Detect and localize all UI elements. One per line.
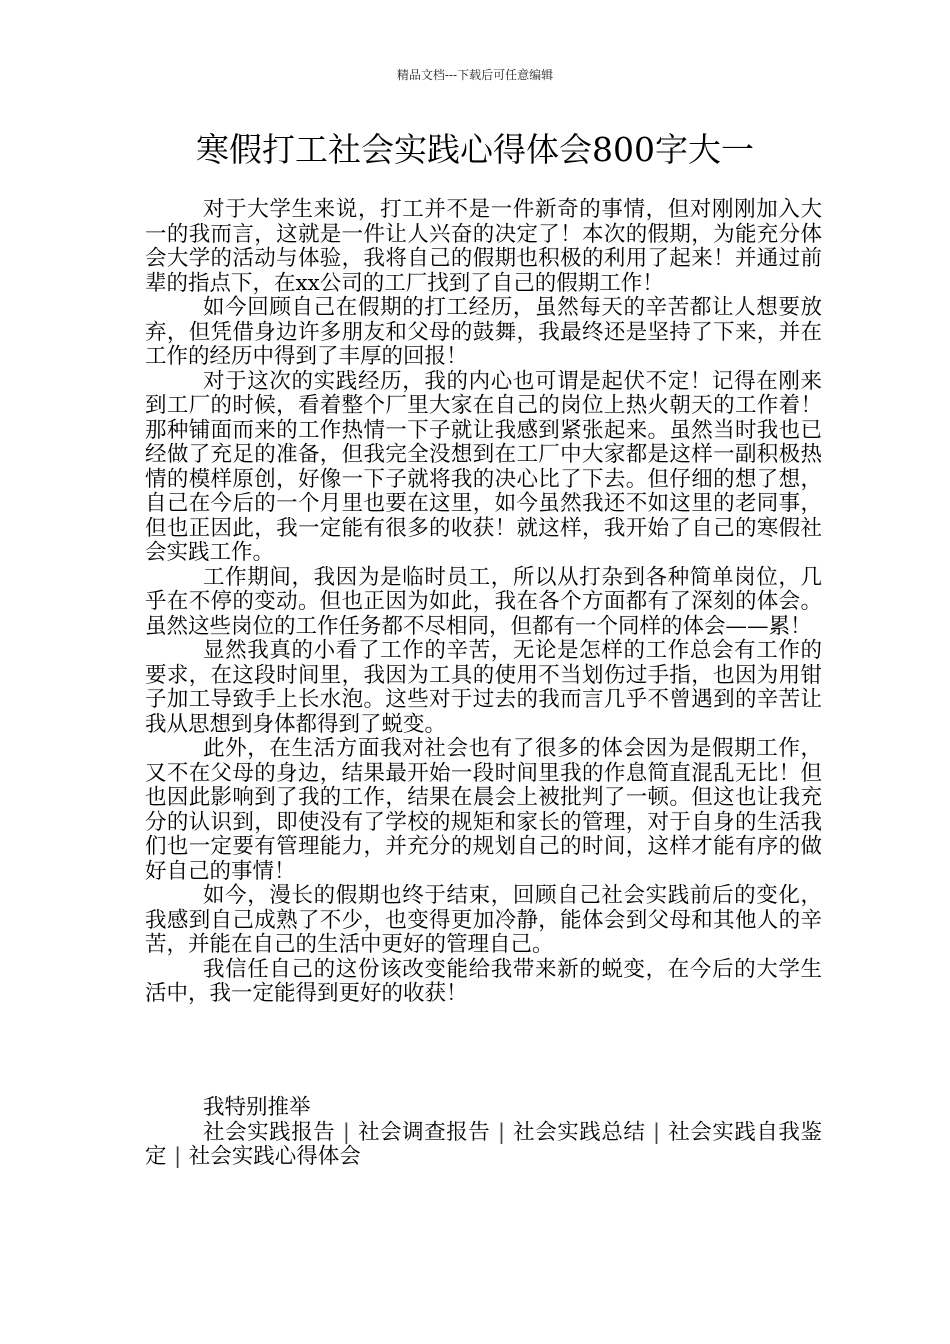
recommend-link-practice-summary[interactable]: 社会实践总结 xyxy=(512,1119,646,1145)
page-header-note: 精品文档---下载后可任意编辑 xyxy=(396,68,554,82)
recommend-links xyxy=(145,1121,822,1170)
link-separator: | xyxy=(342,1119,351,1145)
document-body xyxy=(145,198,822,1007)
body-paragraph: 此外，在生活方面我对社会也有了很多的体会因为是假期工作，又不在父母的身边，结果最开始一段时间里我的作息简直混乱无比！但也因此影响到了我的工作，结果在晨会上被批判了一顿。但这也让我充分的认识到，即使没有了学校的规矩和家长的管理，对于自身的生活我们也一定要有管理能力，并充分的规划自己的时间，这样才能有序的做好自己的事情！ xyxy=(145,736,822,884)
recommend-link-practice-reflection[interactable]: 社会实践心得体会 xyxy=(188,1144,361,1169)
body-paragraph: 对于这次的实践经历，我的内心也可谓是起伏不定！记得在刚来到工厂的时候，看着整个厂里大家在自己的岗位上热火朝天的工作着！那种铺面而来的工作热情一下子就让我感到紧张起来。虽然当时我也已经做了充足的准备，但我完全没想到在工厂中大家都是这样一副积极热情的模样原创，好像一下子就将我的决心比了下去。但仔细的想了想，自己在今后的一个月里也要在这里，如今虽然我还不如这里的老同事，但也正因此，我一定能有很多的收获！就这样，我开始了自己的寒假社会实践工作。 xyxy=(145,368,822,565)
body-paragraph: 工作期间，我因为是临时员工，所以从打杂到各种简单岗位，几乎在不停的变动。但也正因为如此，我在各个方面都有了深刻的体会。虽然这些岗位的工作任务都不尽相同，但都有一个同样的体会——累！ xyxy=(145,564,822,639)
recommend-section xyxy=(145,1096,822,1170)
recommend-title: 我特别推举 xyxy=(203,1095,311,1120)
recommend-link-self-appraisal[interactable]: 社会实践自我鉴定 xyxy=(145,1119,822,1169)
body-paragraph: 显然我真的小看了工作的辛苦，无论是怎样的工作总会有工作的要求，在这段时间里，我因为工具的使用不当划伤过手指，也因为用钳子加工导致手上长水泡。这些对于过去的我而言几乎不曾遇到的辛苦让我从思想到身体都得到了蜕变。 xyxy=(145,638,822,737)
recommend-link-survey-report[interactable]: 社会调查报告 xyxy=(357,1119,491,1145)
body-paragraph: 如今回顾自己在假期的打工经历，虽然每天的辛苦都让人想要放弃，但凭借身边许多朋友和父母的鼓舞，我最终还是坚持了下来，并在工作的经历中得到了丰厚的回报！ xyxy=(145,295,822,369)
link-separator: | xyxy=(652,1119,661,1145)
document-title: 寒假打工社会实践心得体会800字大一 xyxy=(196,130,754,169)
body-paragraph: 我信任自己的这份该改变能给我带来新的蜕变，在今后的大学生活中，我一定能得到更好的收获！ xyxy=(145,956,822,1006)
link-separator: | xyxy=(497,1119,506,1145)
body-paragraph: 如今，漫长的假期也终于结束，回顾自己社会实践前后的变化，我感到自己成熟了不少，也变得更加冷静，能体会到父母和其他人的辛苦，并能在自己的生活中更好的管理自己。 xyxy=(145,883,822,957)
recommend-link-practice-report[interactable]: 社会实践报告 xyxy=(203,1119,336,1145)
link-separator: | xyxy=(174,1144,182,1169)
body-paragraph: 对于大学生来说，打工并不是一件新奇的事情，但对刚刚加入大一的我而言，这就是一件让人兴奋的决定了！本次的假期，为能充分体会大学的活动与体验，我将自己的假期也积极的利用了起来！并通过前辈的指点下，在xx公司的工厂找到了自己的假期工作！ xyxy=(145,197,822,296)
